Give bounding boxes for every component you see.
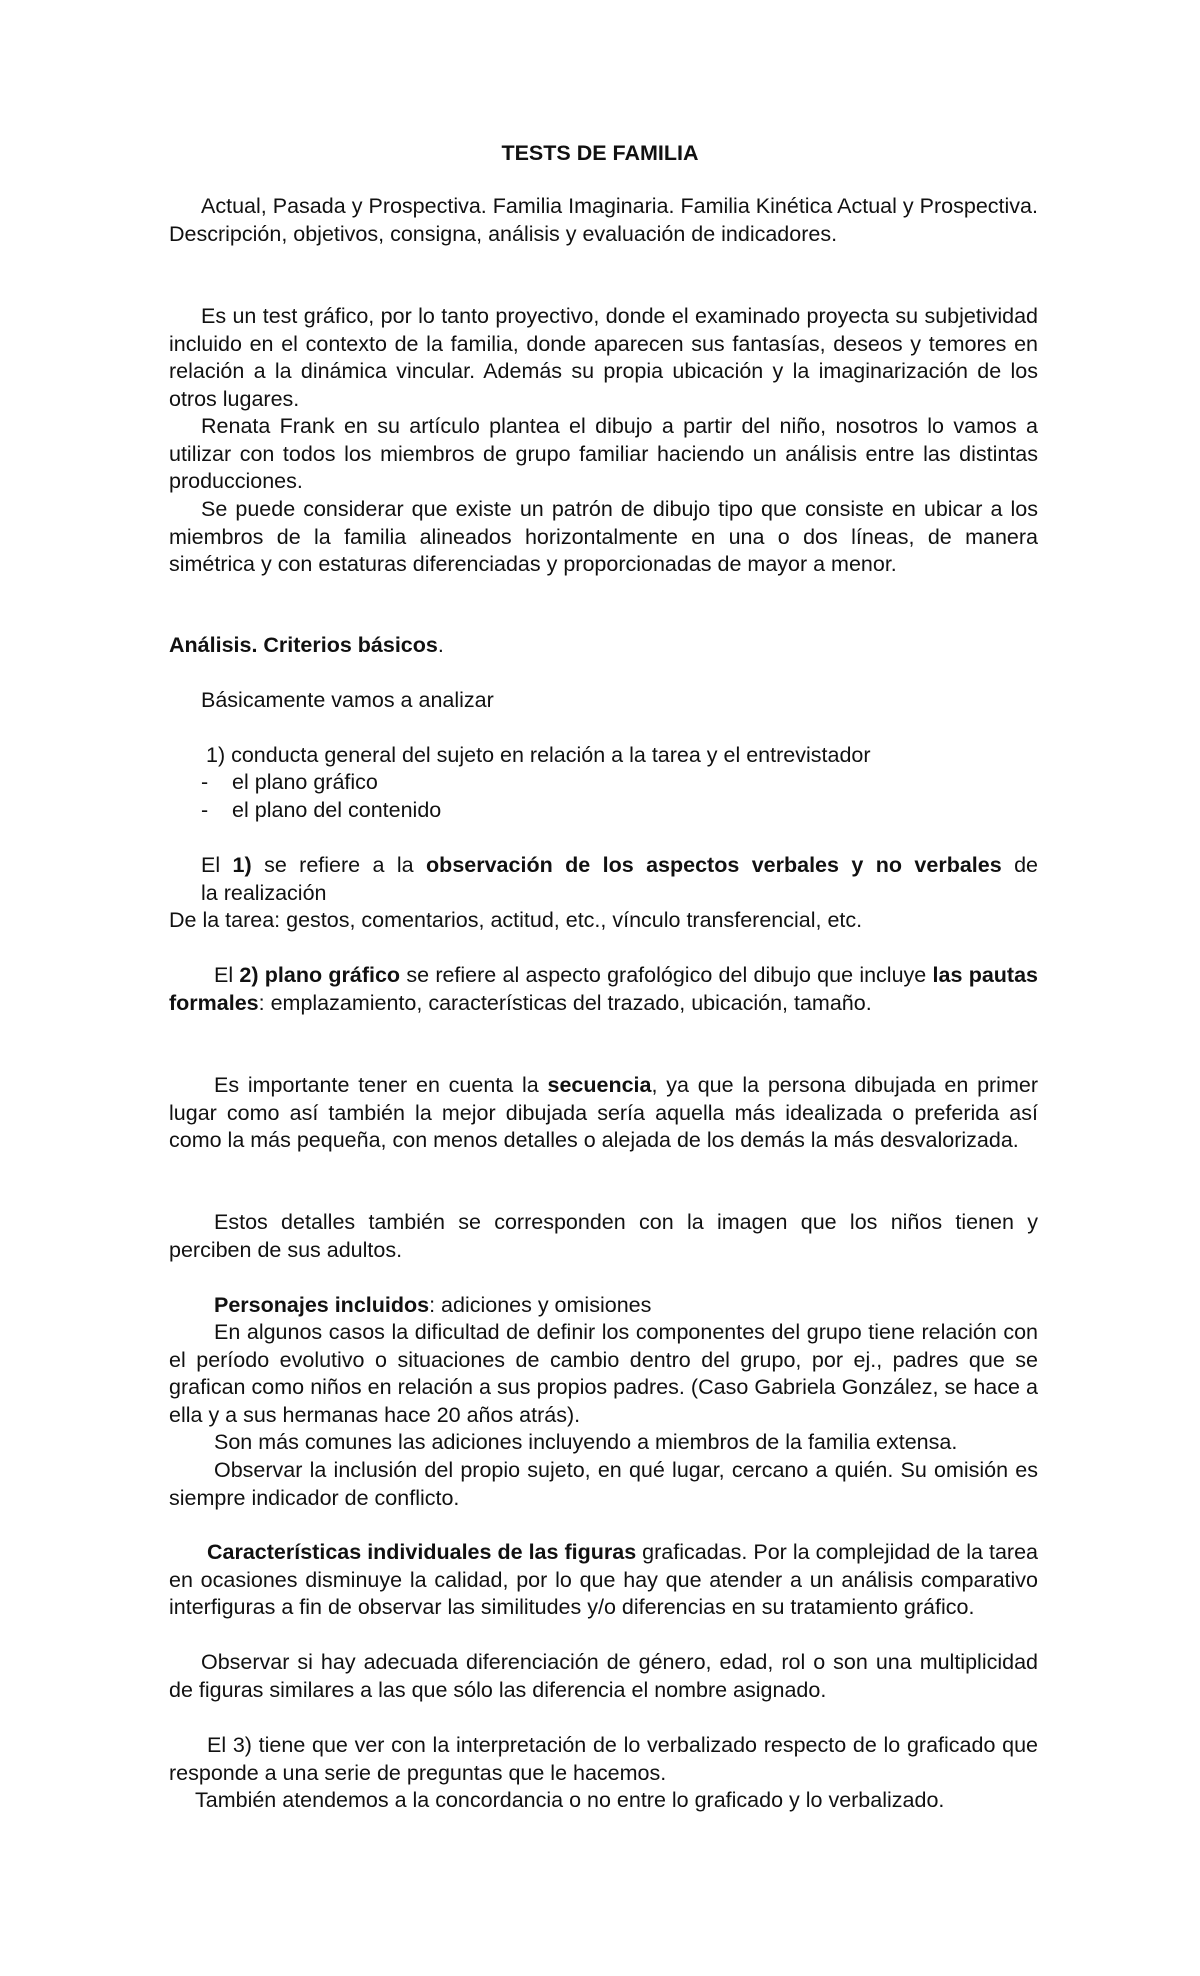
analysis-list-item: - el plano gráfico: [201, 770, 378, 794]
intro-paragraph-2: Renata Frank en su artículo plantea el dibujo a partir del niño, nosotros lo vamos a utilizar con todos los miembros de grupo familiar haciendo un análisis entre las distintas producciones.: [169, 414, 1038, 493]
analysis-heading: [169, 632, 1038, 660]
para-1: [201, 852, 1038, 907]
para-sequence: Es importante tener en cuenta la secuencia, ya que la persona dibujada en primer lugar como así también la mejor dibujada sería aquella más idealizada o preferida así como la más pequeña, con menos detalles o alejada de los demás la más desvalorizada.: [169, 1073, 1038, 1152]
personajes-paragraph-1: En algunos casos la dificultad de definir los componentes del grupo tiene relación con el período evolutivo o situaciones de cambio dentro del grupo, por ej., padres que se grafican como niños en relación a sus propios padres. (Caso Gabriela González, se hace a ella y a sus hermanas hace 20 años atrás).: [169, 1320, 1038, 1427]
personajes-paragraph-2: Son más comunes las adiciones incluyendo a miembros de la familia extensa.: [214, 1430, 958, 1454]
para-1-line: El 1) se refiere a la observación de los aspectos verbales y no verbales de: [201, 853, 1038, 877]
para-1-continuation: De la tarea: gestos, comentarios, actitud, etc., vínculo transferencial, etc.: [169, 908, 863, 932]
analysis-list-item: 1) conducta general del sujeto en relación a la tarea y el entrevistador: [206, 743, 871, 767]
personajes-heading: Personajes incluidos: adiciones y omisiones: [214, 1293, 652, 1317]
analysis-lead: Básicamente vamos a analizar: [201, 688, 494, 712]
caracteristicas-paragraph-2: Observar si hay adecuada diferenciación de género, edad, rol o son una multiplicidad de figuras similares a las que sólo las diferencia el nombre asignado.: [169, 1650, 1038, 1702]
document-title: TESTS DE FAMILIA: [501, 141, 699, 165]
para-1-line: la realización: [201, 880, 327, 905]
para-details: Estos detalles también se corresponden con la imagen que los niños tienen y perciben de sus adultos.: [169, 1210, 1038, 1262]
para-2: El 2) plano gráfico se refiere al aspecto grafológico del dibujo que incluye las pautas formales: emplazamiento, características del trazado, ubicación, tamaño.: [169, 963, 1038, 1015]
intro-paragraph-3: Se puede considerar que existe un patrón de dibujo tipo que consiste en ubicar a los miembros de la familia alineados horizontalmente en una o dos líneas, de manera simétrica y con estaturas diferenciadas y proporcionadas de mayor a menor.: [169, 497, 1038, 576]
analysis-list-item: - el plano del contenido: [201, 798, 442, 822]
caracteristicas-paragraph: Características individuales de las figuras graficadas. Por la complejidad de la tarea en ocasiones disminuye la calidad, por lo que hay que atender a un análisis comparativo interfiguras a fin de observar las similitudes y/o diferencias en su tratamiento gráfico.: [169, 1540, 1038, 1619]
para-3: El 3) tiene que ver con la interpretación de lo verbalizado respecto de lo graficado que responde a una serie de preguntas que le hacemos.: [169, 1733, 1038, 1785]
intro-paragraph-1: Es un test gráfico, por lo tanto proyectivo, donde el examinado proyecta su subjetividad incluido en el contexto de la familia, donde aparecen sus fantasías, deseos y temores en relación a la dinámica vincular. Además su propia ubicación y la imaginarización de los otros lugares.: [169, 304, 1038, 411]
para-3-line-2: También atendemos a la concordancia o no entre lo graficado y lo verbalizado.: [195, 1788, 945, 1812]
personajes-paragraph-3: Observar la inclusión del propio sujeto, en qué lugar, cercano a quién. Su omisión es siempre indicador de conflicto.: [169, 1458, 1038, 1510]
analysis-heading-bold: Análisis. Criterios básicos: [169, 633, 438, 657]
analysis-heading-tail: .: [437, 633, 444, 657]
subtitle-paragraph: Actual, Pasada y Prospectiva. Familia Imaginaria. Familia Kinética Actual y Prospectiva. Descripción, objetivos, consigna, análisis y evaluación de indicadores.: [169, 194, 1038, 246]
